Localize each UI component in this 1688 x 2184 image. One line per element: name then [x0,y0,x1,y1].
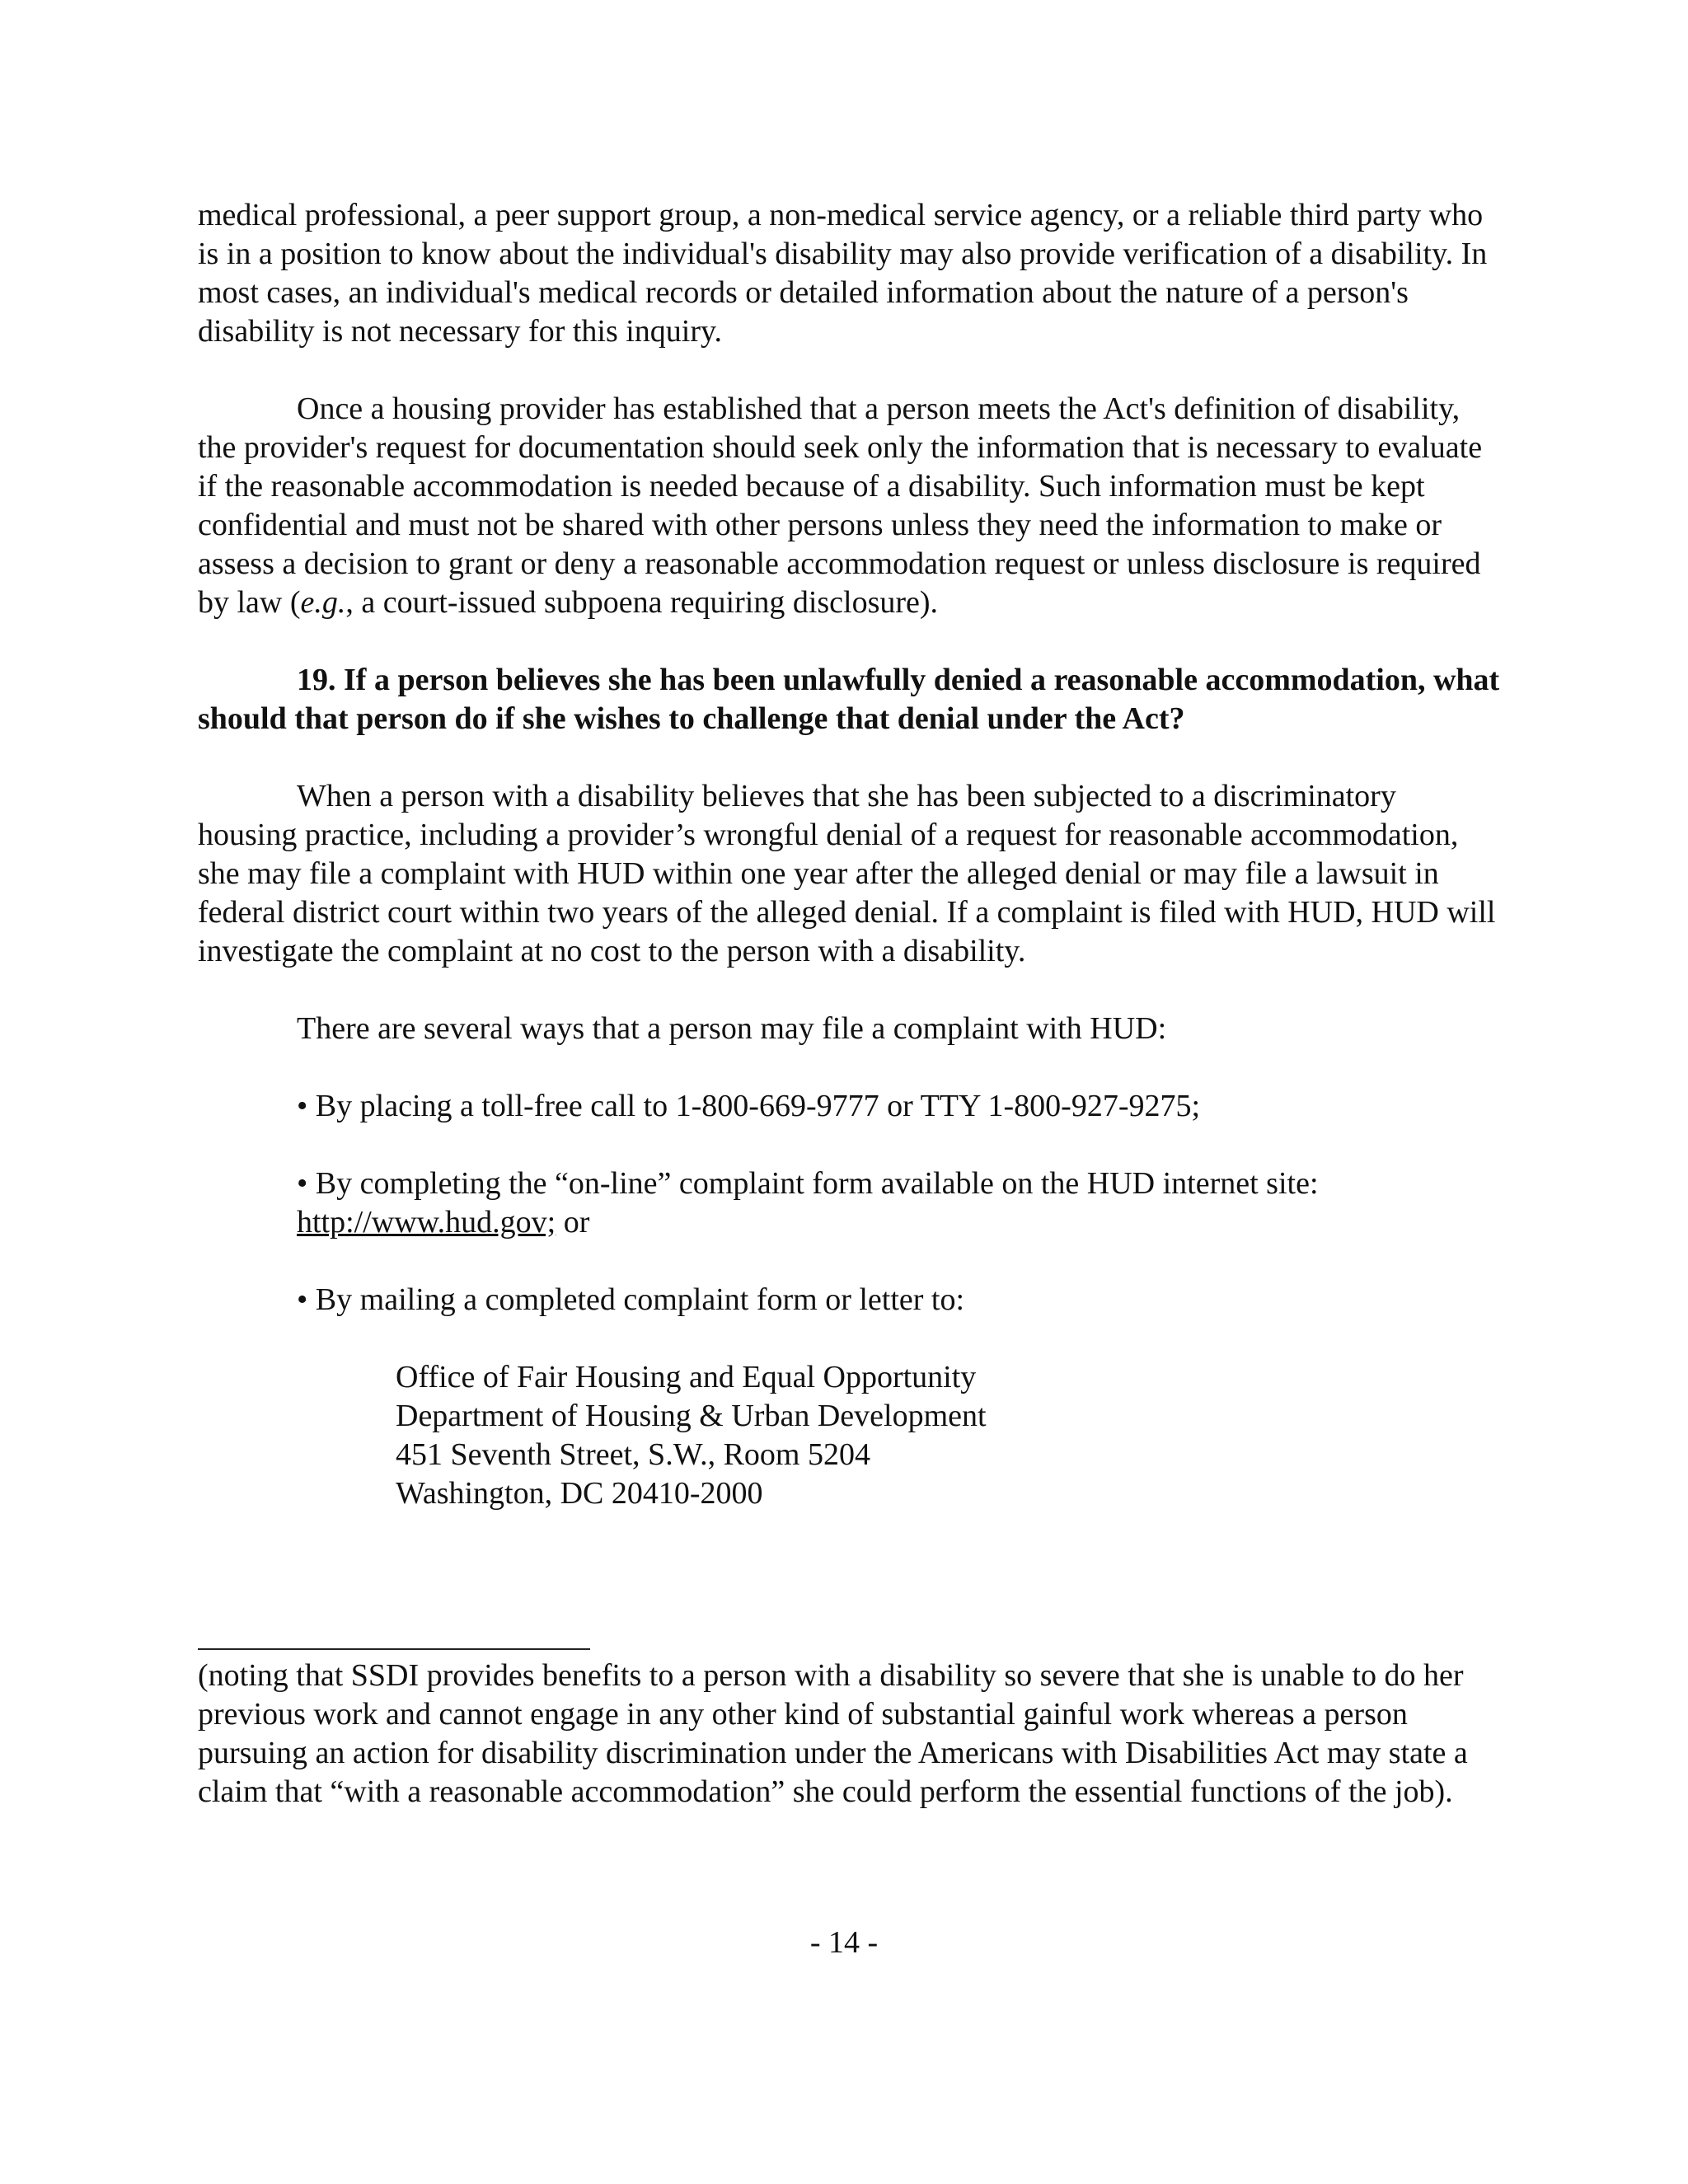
paragraph-ways-to-file: There are several ways that a person may file a complaint with HUD: [297,1011,1167,1046]
paragraph-documentation [198,390,1500,622]
mailing-address [198,1358,1500,1513]
page-number: - 14 - [809,1925,879,1960]
paragraph-complaint: When a person with a disability believes that she has been subjected to a discriminatory housing practice, including a provider’s wrongful denial of a request for reasonable accommodation, she may file a complaint with HUD within one year after the alleged denial or may file a lawsuit in federal district court within two years of the alleged denial. If a complaint is filed with HUD, HUD will investigate the complaint at no cost to the person with a disability. [198,779,1496,968]
address-line-1: Office of Fair Housing and Equal Opportunity [396,1360,977,1394]
bullet-phone: • By placing a toll-free call to 1-800-669-9777 or TTY 1-800-927-9275; [297,1089,1201,1123]
bullet-mail: • By mailing a completed complaint form or letter to: [297,1282,965,1317]
question-19-heading: 19. If a person believes she has been unlawfully denied a reasonable accommodation, what should that person do if she wishes to challenge that denial under the Act? [198,663,1500,736]
address-line-2: Department of Housing & Urban Development [396,1399,987,1433]
paragraph-documentation-text: Once a housing provider has established that a person meets the Act's definition of disability, the provider's request for documentation should seek only the information that is necessary to evaluate if the reasonable accommodation is needed because of a disability. Such information must be kept confidential and must not be shared with other persons unless they need the information to make or assess a decision to grant or deny a reasonable accommodation request or unless disclosure is required by law ( [198,391,1483,620]
bullet-online [198,1165,1500,1242]
hud-website-link[interactable]: http://www.hud.gov; [297,1205,556,1240]
main-content [198,196,1500,1513]
bullet-online-text: • By completing the “on-line” complaint form available on the HUD internet site: [297,1166,1319,1201]
eg-italic: e.g. [300,585,346,620]
address-line-3: 451 Seventh Street, S.W., Room 5204 [396,1437,870,1472]
footnote-divider [198,1648,590,1650]
footnote-text: (noting that SSDI provides benefits to a person with a disability so severe that she is unable to do her previous work and cannot engage in any other kind of substantial gainful work whereas a person pursuing an action for disability discrimination under the Americans with Disabilities Act may state a claim that “with a reasonable accommodation” she could perform the essential functions of the job). [198,1658,1468,1809]
bullet-online-suffix: or [556,1205,590,1240]
paragraph-documentation-end: , a court-issued subpoena requiring disclosure). [345,585,939,620]
address-line-4: Washington, DC 20410-2000 [396,1476,763,1511]
paragraph-verification: medical professional, a peer support group, a non-medical service agency, or a reliable third party who is in a position to know about the individual's disability may also provide verification of a disability. In most cases, an individual's medical records or detailed information about the nature of a person's disability is not necessary for this inquiry. [198,198,1488,349]
